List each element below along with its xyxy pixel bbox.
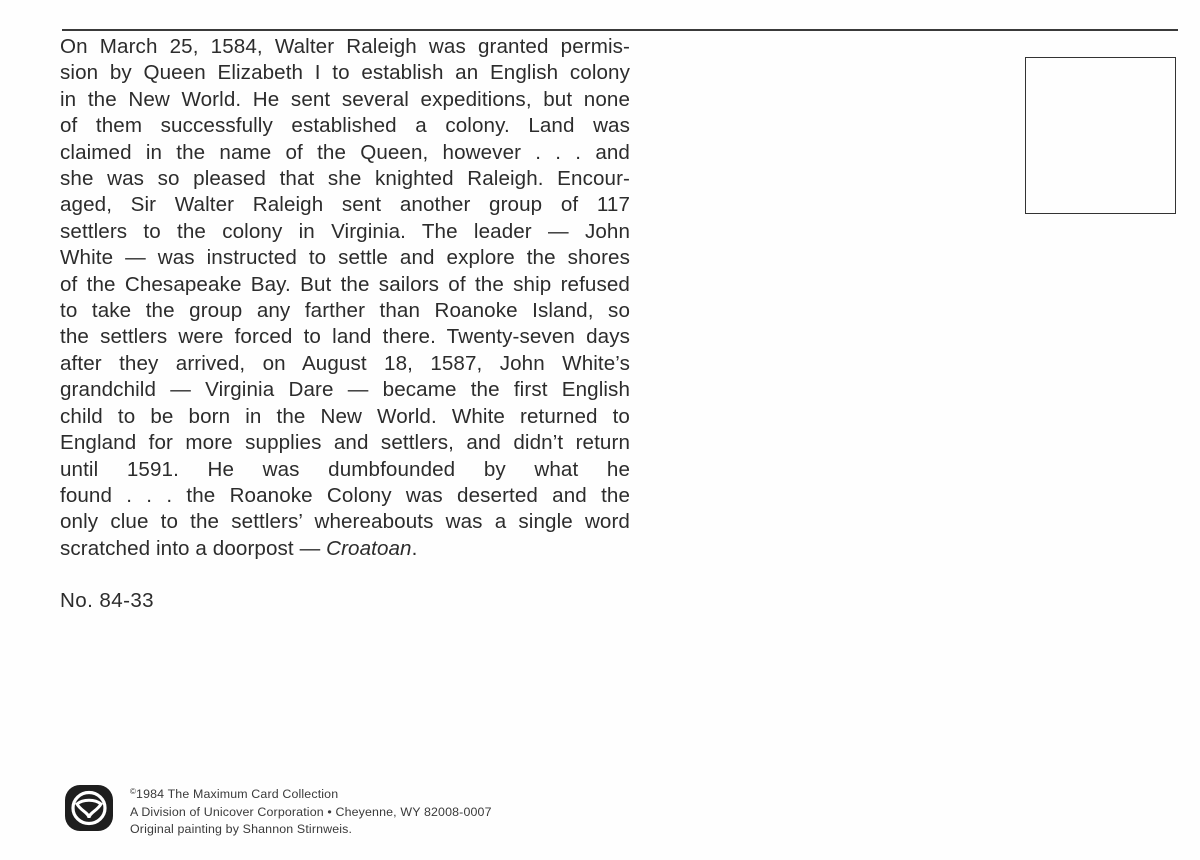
story-line: White — was instructed to settle and explore the shores (60, 246, 630, 270)
story-line: to take the group any farther than Roanoke Island, so (60, 299, 630, 323)
story-line: grandchild — Virginia Dare — became the first English (60, 378, 630, 402)
final-punctuation: . (411, 536, 418, 560)
story-line: she was so pleased that she knighted Raleigh. Encour- (60, 167, 630, 191)
story-line: until 1591. He was dumbfounded by what he (60, 457, 630, 481)
story-line: aged, Sir Walter Raleigh sent another group of 117 (60, 193, 630, 217)
story-line: found . . . the Roanoke Colony was deserted and the (60, 483, 630, 507)
story-line: after they arrived, on August 18, 1587, John White’s (60, 351, 630, 375)
story-line: England for more supplies and settlers, and didn’t return (60, 431, 630, 455)
story-line: sion by Queen Elizabeth I to establish an English colony (60, 61, 630, 85)
painting-credit-line: Original painting by Shannon Stirnweis. (130, 822, 353, 836)
copyright-symbol: © (130, 787, 137, 796)
story-line-final (60, 536, 630, 562)
story-line: in the New World. He sent several expeditions, but none (60, 87, 630, 111)
story-line: settlers to the colony in Virginia. The leader — John (60, 219, 630, 243)
story-line: only clue to the settlers’ whereabouts was a single word (60, 510, 630, 534)
story-line: claimed in the name of the Queen, however . . . and (60, 140, 630, 164)
publisher-credits (130, 783, 492, 839)
top-divider-rule (62, 29, 1178, 31)
story-paragraph (60, 34, 630, 562)
croatoan-word: Croatoan (326, 536, 412, 560)
unicover-logo-icon (64, 784, 114, 832)
final-line-lead: scratched into a doorpost — (60, 536, 327, 560)
story-line: On March 25, 1584, Walter Raleigh was granted permis- (60, 35, 630, 58)
story-line: of the Chesapeake Bay. But the sailors of the ship refused (60, 272, 630, 296)
stamp-placement-box (1025, 57, 1176, 214)
card-number: No. 84-33 (60, 589, 155, 612)
story-line: of them successfully established a colony. Land was (60, 114, 630, 138)
copyright-line (130, 783, 492, 804)
story-line: the settlers were forced to land there. Twenty-seven days (60, 325, 630, 349)
copyright-text: 1984 The Maximum Card Collection (136, 787, 339, 801)
division-line: A Division of Unicover Corporation • Cheyenne, WY 82008-0007 (130, 804, 492, 819)
story-line: child to be born in the New World. White returned to (60, 404, 630, 428)
